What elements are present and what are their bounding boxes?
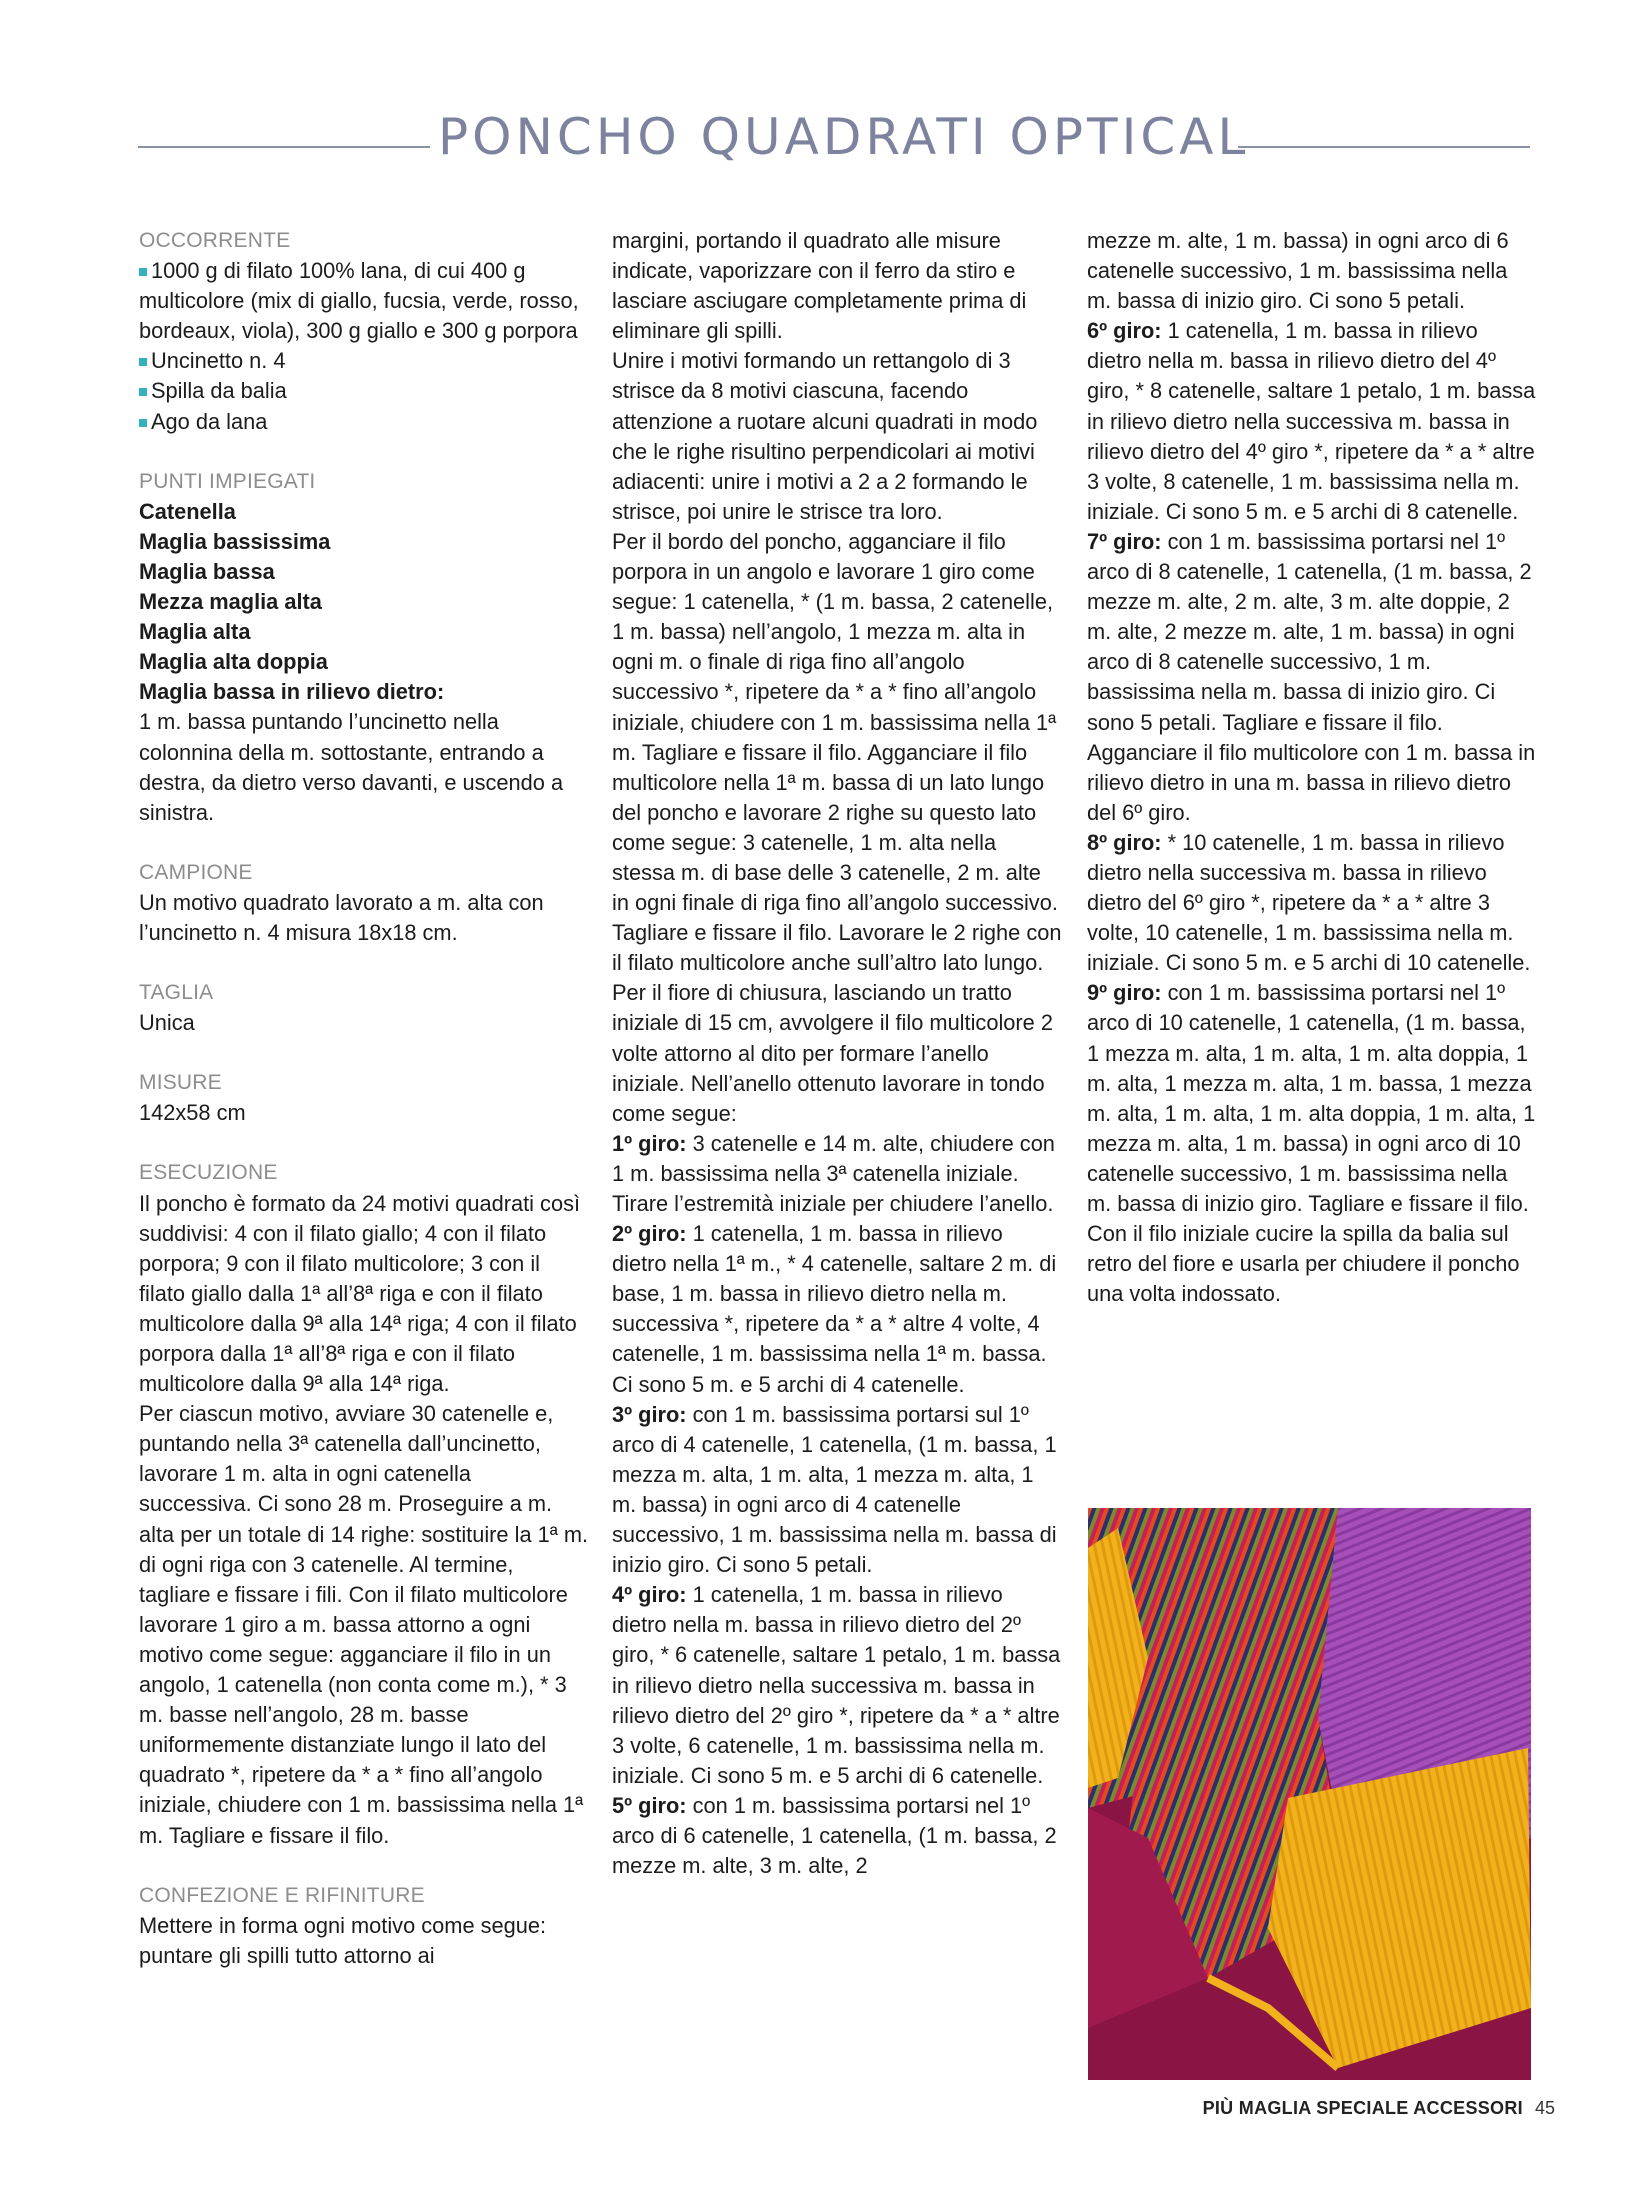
taglia-text: Unica [139, 1010, 195, 1036]
list-item: 1000 g di filato 100% lana, di cui 400 g multicolore (mix di giallo, fucsia, verde, rosso, bordeaux, viola), 300 g giallo e 300 g porpora [139, 258, 579, 344]
round-3: 3º giro: con 1 m. bassissima portarsi sul 1º arco di 4 catenelle, 1 catenella, (1 m. bassa, 1 mezza m. alta, 1 m. alta, 1 mezza m. alta, 1 m. bassa) in ogni arco di 4 catenelle successivo, 1 m. bassissima nella m. bassa di inizio giro. Ci sono 5 petali. [612, 1401, 1057, 1578]
round-8: 8º giro: * 10 catenelle, 1 m. bassa in rilievo dietro nella successiva m. bassa in rilievo dietro del 6º giro *, ripetere da * a * altre 3 volte, 10 catenelle, 1 m. bassissima nella m. iniziale. Ci sono 5 m. e 5 archi di 10 catenelle. [1087, 829, 1531, 976]
column-3 [1087, 226, 1537, 1309]
esecuzione-paragraph: Il poncho è formato da 24 motivi quadrati così suddivisi: 4 con il filato giallo; 4 con il filato porpora; 9 con il filato multicolore; 3 con il filato giallo dalla 1ª all’8ª riga e con il filato multicolore dalla 9ª alla 14ª riga; 4 con il filato porpora dalla 1ª all’8ª riga e con il filato multicolore dalla 9ª alla 14ª riga. [139, 1190, 581, 1397]
paragraph: Unire i motivi formando un rettangolo di 3 strisce da 8 motivi ciascuna, facendo attenzione a ruotare alcuni quadrati in modo che le righe risultino perpendicolari ai motivi adiacenti: unire i motivi a 2 a 2 formando le strisce, poi unire le strisce tra loro. [612, 348, 1038, 524]
stitch-name: Mezza maglia alta [139, 589, 322, 615]
list-item: Uncinetto n. 4 [139, 346, 589, 376]
list-item: Ago da lana [139, 407, 589, 437]
section-heading-taglia: TAGLIA [139, 981, 214, 1005]
title-rule-right [1238, 146, 1530, 148]
list-item: Spilla da balia [139, 376, 589, 406]
section-heading-occorrente: OCCORRENTE [139, 229, 291, 252]
section-heading-punti: PUNTI IMPIEGATI [139, 469, 316, 493]
esecuzione-paragraph: Per ciascun motivo, avviare 30 catenelle e, puntando nella 3ª catenella dall’uncinetto, lavorare 1 m. alta in ogni catenella successiva. Ci sono 28 m. Proseguire a m. alta per un totale di 14 righe: sostituire la 1ª m. di ogni riga con 3 catenelle. Al termine, tagliare e fissare i fili. Con il filato multicolore lavorare 1 giro a m. bassa attorno a ogni motivo come segue: agganciare il filo in un angolo, 1 catenella (non conta come m.), * 3 m. basse nell’angolo, 28 m. basse uniformemente distanziate lungo il lato del quadrato *, ripetere da * a * fino all’angolo iniziale, chiudere con 1 m. bassissima nella 1ª m. Tagliare e fissare il filo. [139, 1401, 589, 1848]
stitch-name: Maglia bassa in rilievo dietro: [139, 679, 445, 705]
section-heading-esecuzione: ESECUZIONE [139, 1161, 278, 1185]
page-title: PONCHO QUADRATI OPTICAL [438, 108, 1250, 166]
section-heading-misure: MISURE [139, 1071, 222, 1095]
poncho-illustration-icon [1088, 1508, 1531, 2080]
section-heading-confezione: CONFEZIONE E RIFINITURE [139, 1883, 425, 1907]
stitch-name: Catenella [139, 498, 236, 524]
page-footer [1203, 2098, 1555, 2119]
confezione-text: Mettere in forma ogni motivo come segue: puntare gli spilli tutto attorno ai [139, 1912, 547, 1968]
round-6: 6º giro: 1 catenella, 1 m. bassa in rilievo dietro nella m. bassa in rilievo dietro del 4º giro, * 8 catenelle, saltare 1 petalo, 1 m. bassa in rilievo dietro nella successiva m. bassa in rilievo dietro del 4º giro *, ripetere da * a * altre 3 volte, 8 catenelle, 1 m. bassissima nella m. iniziale. Ci sono 5 m. e 5 archi di 8 catenelle. [1087, 318, 1536, 524]
page-number: 45 [1534, 2098, 1555, 2118]
stitch-name: Maglia alta [139, 619, 251, 645]
round-7: 7º giro: con 1 m. bassissima portarsi nel 1º arco di 8 catenelle, 1 catenella, (1 m. bassa, 2 mezze m. alte, 2 m. alte, 3 m. alte doppie, 2 m. alte, 2 mezze m. alte, 1 m. bassa) in ogni arco di 8 catenelle successivo, 1 m. bassissima nella m. bassa di inizio giro. Ci sono 5 petali. Tagliare e fissare il filo. [1087, 528, 1532, 735]
crochet-poncho-photo [1088, 1508, 1531, 2080]
round-4: 4º giro: 1 catenella, 1 m. bassa in rilievo dietro nella m. bassa in rilievo dietro del 2º giro, * 6 catenelle, saltare 1 petalo, 1 m. bassa in rilievo dietro nella successiva m. bassa in rilievo dietro del 2º giro *, ripetere da * a * altre 3 volte, 6 catenelle, 1 m. bassissima nella m. iniziale. Ci sono 5 m. e 5 archi di 6 catenelle. [612, 1582, 1061, 1788]
paragraph: margini, portando il quadrato alle misure indicate, vaporizzare con il ferro da stiro e lasciare asciugare completamente prima di eliminare gli spilli. [612, 228, 1027, 344]
paragraph: Per il fiore di chiusura, lasciando un tratto iniziale di 15 cm, avvolgere il filo multicolore 2 volte attorno al dito per formare l’anello iniziale. Nell’anello ottenuto lavorare in tondo come segue: [612, 980, 1053, 1126]
section-heading-campione: CAMPIONE [139, 860, 253, 884]
stitch-name: Maglia bassissima [139, 528, 331, 554]
stitch-name: Maglia bassa [139, 558, 275, 584]
bullet-icon [139, 358, 147, 366]
magazine-name: PIÙ MAGLIA SPECIALE ACCESSORI [1202, 2098, 1523, 2118]
title-rule-left [138, 146, 430, 148]
paragraph: Agganciare il filo multicolore con 1 m. bassa in rilievo dietro in una m. bassa in rilievo dietro del 6º giro. [1087, 739, 1536, 825]
campione-text: Un motivo quadrato lavorato a m. alta con l’uncinetto n. 4 misura 18x18 cm. [139, 889, 544, 945]
bullet-icon [139, 388, 147, 396]
title-bar [138, 108, 1530, 188]
misure-text: 142x58 cm [139, 1100, 246, 1126]
bullet-icon [139, 268, 147, 276]
bullet-icon [139, 419, 147, 427]
round-1: 1º giro: 3 catenelle e 14 m. alte, chiudere con 1 m. bassissima nella 3ª catenella iniziale. Tirare l’estremità iniziale per chiudere l’anello. [612, 1130, 1055, 1216]
round-5: 5º giro: con 1 m. bassissima portarsi nel 1º arco di 6 catenelle, 1 catenella, (1 m. bassa, 2 mezze m. alte, 3 m. alte, 2 [612, 1792, 1057, 1879]
round-9: 9º giro: con 1 m. bassissima portarsi nel 1º arco di 10 catenelle, 1 catenella, (1 m. bassa, 1 mezza m. alta, 1 m. alta, 1 m. alta doppia, 1 m. alta, 1 mezza m. alta, 1 m. bassa, 1 mezza m. alta, 1 m. alta, 1 m. alta doppia, 1 m. alta, 1 mezza m. alta, 1 m. bassa) in ogni arco di 10 catenelle successivo, 1 m. bassissima nella m. bassa di inizio giro. Tagliare e fissare il filo. Con il filo iniziale cucire la spilla da balia sul retro del fiore e usarla per chiudere il poncho una volta indossato. [1087, 980, 1536, 1307]
column-2 [612, 226, 1062, 1881]
column-1 [139, 226, 589, 1971]
stitch-description: 1 m. bassa puntando l’uncinetto nella colonnina della m. sottostante, entrando a destra, da dietro verso davanti, e uscendo a sinistra. [139, 709, 564, 825]
paragraph: Per il bordo del poncho, agganciare il filo porpora in un angolo e lavorare 1 giro come segue: 1 catenella, * (1 m. bassa, 2 catenelle, 1 m. bassa) nell’angolo, 1 mezza m. alta in ogni m. o finale di riga fino all’angolo successivo *, ripetere da * a * fino all’angolo iniziale, chiudere con 1 m. bassissima nella 1ª m. Tagliare e fissare il filo. Agganciare il filo multicolore nella 1ª m. bassa di un lato lungo del poncho e lavorare 2 righe su questo lato come segue: 3 catenelle, 1 m. alta nella stessa m. di base delle 3 catenelle, 2 m. alte in ogni finale di riga fino all’angolo successivo. Tagliare e fissare il filo. Lavorare le 2 righe con il filato multicolore anche sull’altro lato lungo. [612, 528, 1062, 976]
round-2: 2º giro: 1 catenella, 1 m. bassa in rilievo dietro nella 1ª m., * 4 catenelle, saltare 2 m. di base, 1 m. bassa in rilievo dietro nella m. successiva *, ripetere da * a * altre 4 volte, 4 catenelle, 1 m. bassissima nella 1ª m. bassa. Ci sono 5 m. e 5 archi di 4 catenelle. [612, 1221, 1057, 1397]
paragraph: mezze m. alte, 1 m. bassa) in ogni arco di 6 catenelle successivo, 1 m. bassissima nella m. bassa di inizio giro. Ci sono 5 petali. [1087, 228, 1509, 314]
stitch-name: Maglia alta doppia [139, 649, 328, 675]
